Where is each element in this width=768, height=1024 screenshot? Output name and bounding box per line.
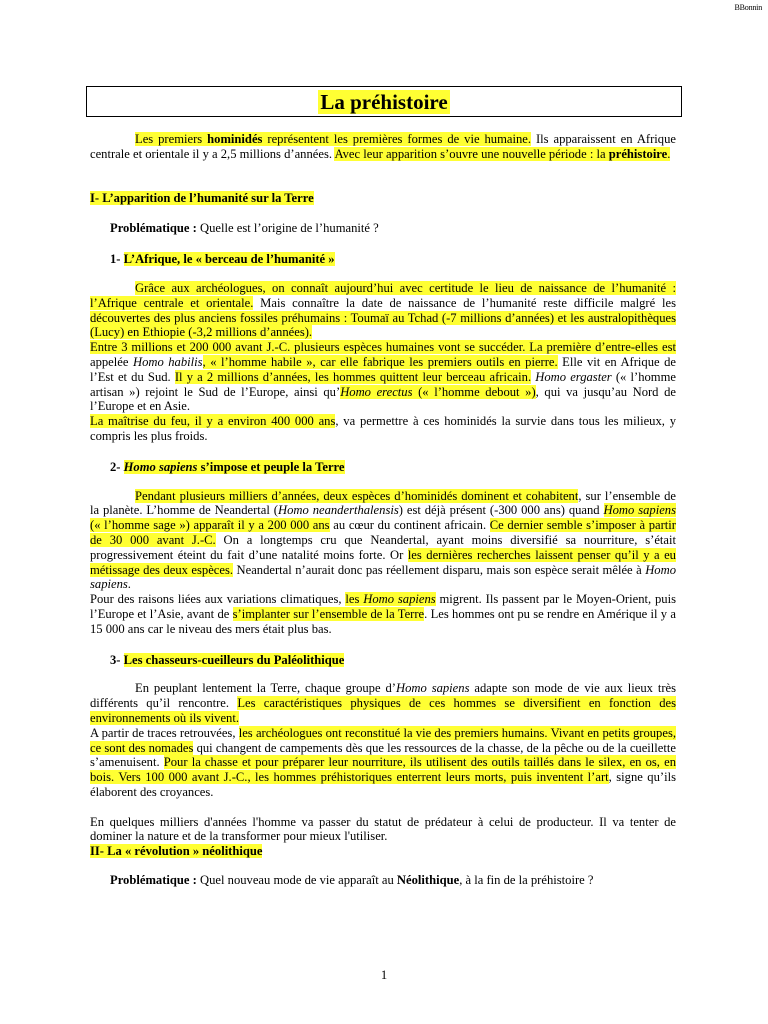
- s1-paragraph-3: La maîtrise du feu, il y a environ 400 000 ans, va permettre à ces hominidés la survie dans tous les milieux, y compris les plus froids.: [90, 414, 676, 443]
- problematique-1: Problématique : Quelle est l’origine de l’humanité ?: [110, 221, 379, 236]
- s1-paragraph-1: Grâce aux archéologues, on connaît aujourd’hui avec certitude le lieu de naissance de l’humanité : l’Afrique centrale et orientale. Mais connaître la date de naissance de l’humanité reste difficile malgré les découvertes des plus anciens fossiles préhumains : Toumaï au Tchad (-7 millions d’années) et les australopithèques (Lucy) en Ethiopie (-3,2 millions d’années).: [90, 280, 676, 340]
- title-box: [86, 86, 682, 117]
- section-heading-2: II- La « révolution » néolithique: [90, 844, 263, 859]
- s2-paragraph-2: Pour des raisons liées aux variations climatiques, les Homo sapiens migrent. Ils passent par le Moyen-Orient, puis l’Europe et l’Asie, avant de s’implanter sur l’ensemble de la Terre. Les hommes ont pu se rendre en Amérique il y a 15 000 ans car le niveau des mers était plus bas.: [90, 592, 676, 636]
- s2-paragraph-1: Pendant plusieurs milliers d’années, deux espèces d’hominidés dominent et cohabitent, sur l’ensemble de la planète. L’homme de Neandertal (Homo neanderthalensis) est déjà présent (-300 000 ans) quand Homo sapiens (« l’homme sage ») apparaît il y a 200 000 ans au cœur du continent africain. Ce dernier semble s’imposer à partir de 30 000 avant J.-C. On a longtemps cru que Neandertal, ayant moins diversifié sa nourriture, s’était progressivement éteint du fait d’une natalité moins forte. Or les dernières recherches laissent penser qu’il y a eu métissage des deux espèces. Neandertal n’aurait donc pas réellement disparu, mais son espèce serait mêlée à Homo sapiens.: [90, 488, 677, 592]
- section-heading-1: I- L’apparition de l’humanité sur la Terre: [90, 190, 314, 205]
- intro-paragraph: Les premiers hominidés représentent les premières formes de vie humaine. Ils apparaissent en Afrique centrale et orientale il y a 2,5 millions d’années. Avec leur apparition s’ouvre une nouvelle période : la préhistoire.: [90, 132, 676, 161]
- document-body: [90, 132, 676, 888]
- subsection-heading-2: 2- Homo sapiens s’impose et peuple la Terre: [110, 459, 345, 474]
- s3-paragraph-1: En peuplant lentement la Terre, chaque groupe d’Homo sapiens adapte son mode de vie aux lieux très différents qu’il rencontre. Les caractéristiques physiques de ces hommes se diversifient en fonction des environnements où ils vivent.: [90, 681, 677, 725]
- subsection-heading-1: 1- L’Afrique, le « berceau de l’humanité »: [110, 252, 335, 267]
- conclusion-paragraph: En quelques milliers d'années l'homme va passer du statut de prédateur à celui de producteur. Il va tenter de dominer la nature et de la transformer pour mieux l'utiliser.: [90, 814, 676, 844]
- page-title: La préhistoire: [320, 90, 448, 114]
- subsection-heading-3: 3- Les chasseurs-cueilleurs du Paléolithique: [110, 652, 345, 667]
- author-initials: BBonnin: [734, 3, 762, 12]
- s3-paragraph-2: A partir de traces retrouvées, les archéologues ont reconstitué la vie des premiers humains. Vivant en petits groupes, ce sont des nomades qui changent de campements dès que les ressources de la chasse, de la pêche ou de la cueillette s’amenuisent. Pour la chasse et pour préparer leur nourriture, ils utilisent des outils taillés dans le silex, en os, en bois. Vers 100 000 avant J.-C., les hommes préhistoriques enterrent leurs morts, puis inventent l’art, signe qu’ils élaborent des croyances.: [90, 725, 676, 799]
- problematique-2: Problématique : Quel nouveau mode de vie apparaît au Néolithique, à la fin de la préhistoire ?: [110, 873, 594, 888]
- page-number: 1: [380, 968, 388, 982]
- s1-paragraph-2: Entre 3 millions et 200 000 avant J.-C. plusieurs espèces humaines vont se succéder. La première d’entre-elles est appelée Homo habilis, « l’homme habile », car elle fabrique les premiers outils en pierre. Elle vit en Afrique de l’Est et du Sud. Il y a 2 millions d’années, les hommes quittent leur berceau africain. Homo ergaster (« l’homme artisan ») rejoint le Sud de l’Europe, ainsi qu’Homo erectus (« l’homme debout »), qui va jusqu’au Nord de l’Europe et en Asie.: [90, 340, 677, 414]
